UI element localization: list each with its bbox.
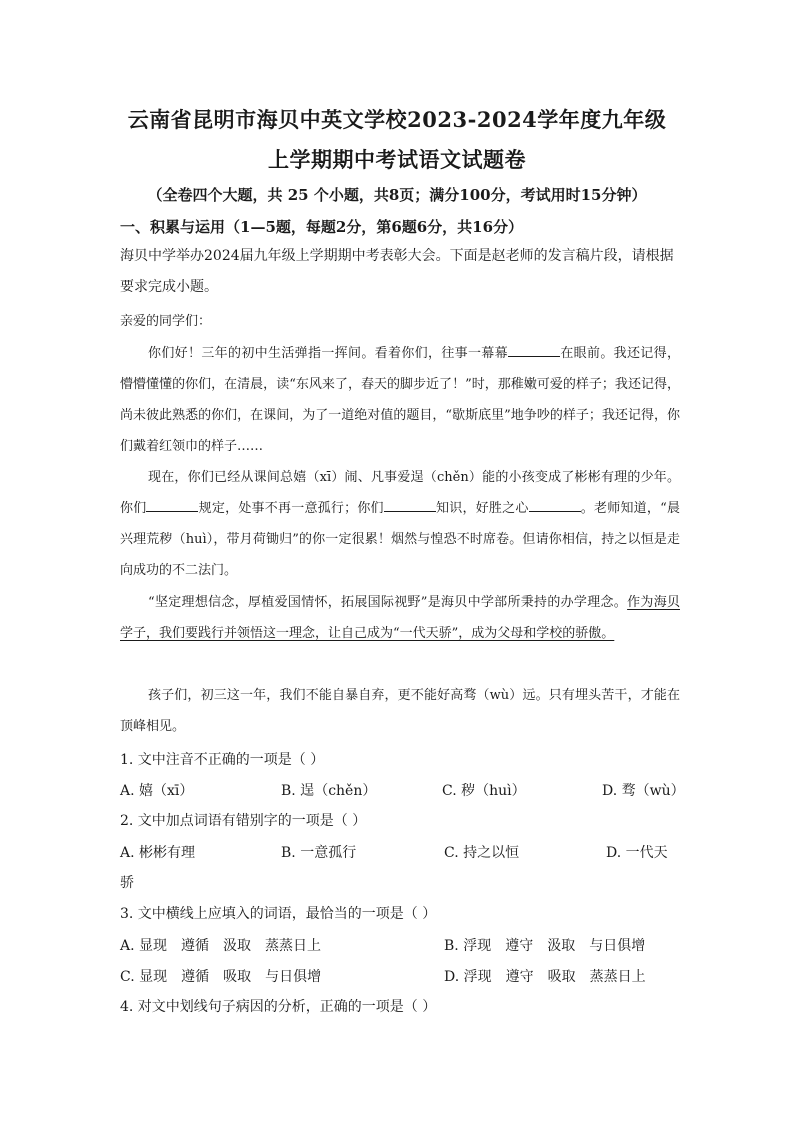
q1-option-b[interactable]: B. 逞（chěn） — [281, 783, 377, 799]
question-1-stem: 1. 文中注音不正确的一项是（ ） — [120, 752, 325, 768]
fill-blank-1 — [508, 343, 560, 357]
p2-text-d: 。老师知道，“晨兴理荒秽（huì），带月荷锄归”的你一定很累！烟然与惶恐不时席卷。但请你相信，持之以恒是走向成功的不二法门。 — [120, 501, 680, 578]
question-2-stem: 2. 文中加点词语有错别字的一项是（ ） — [120, 813, 367, 829]
question-4-stem: 4. 对文中划线句子病因的分析，正确的一项是（ ） — [120, 999, 437, 1015]
section-intro — [120, 241, 680, 303]
q3-option-a[interactable]: A. 显现 遵循 汲取 蒸蒸日上 — [120, 938, 322, 954]
intro-line2: 要求完成小题。 — [120, 279, 218, 295]
q2-option-d[interactable]: D. 一代天 — [606, 845, 668, 861]
fill-blank-2 — [146, 498, 198, 512]
q3-option-d[interactable]: D. 浮现 遵守 吸取 蒸蒸日上 — [444, 969, 646, 985]
underlined-sentence: 作为海贝学子，我们要践行并领悟这一理念，让自己成为“一代天骄”，成为父母和学校的骄傲。 — [120, 595, 680, 641]
exam-note: （全卷四个大题，共 25 个小题，共8页；满分100分，考试用时15分钟） — [147, 186, 647, 204]
fill-blank-4 — [529, 498, 581, 512]
q2-option-a[interactable]: A. 彬彬有理 — [120, 845, 196, 861]
q3-option-c[interactable]: C. 显现 遵循 吸取 与日俱增 — [120, 969, 322, 985]
q3-option-b[interactable]: B. 浮现 遵守 汲取 与日俱增 — [444, 938, 646, 954]
question-3-stem: 3. 文中横线上应填入的词语，最恰当的一项是（ ） — [120, 906, 437, 922]
q2-option-b[interactable]: B. 一意孤行 — [281, 845, 357, 861]
passage-paragraph-3 — [120, 587, 680, 649]
intro-line1: 海贝中学举办2024届九年级上学期期中考表彰大会。下面是赵老师的发言稿片段，请根据 — [120, 248, 674, 264]
p1-text-b: 在眼前。我还记得，懵懵懂懂的你们，在清晨，读“东风来了，春天的脚步近了！”时，那稚嫩可爱的样子；我还记得，尚未彼此熟悉的你们，在课间，为了一道绝对值的题目，“歇斯底里”地争吵的样子；我还记得，你们戴着红领巾的样子…… — [120, 346, 680, 454]
passage-paragraph-1 — [120, 338, 680, 462]
page-title-line1: 云南省昆明市海贝中英文学校2023-2024学年度九年级 — [127, 107, 667, 132]
q2-option-c[interactable]: C. 持之以恒 — [444, 845, 520, 861]
fill-blank-3 — [384, 498, 436, 512]
passage-paragraph-4: 孩子们，初三这一年，我们不能自暴自弃，更不能好高骛（wù）远。只有埋头苦干，才能在顶峰相见。 — [120, 688, 680, 734]
q2-option-d-wrap: 骄 — [120, 875, 134, 891]
q1-option-d[interactable]: D. 骛（wù） — [602, 783, 685, 799]
q1-option-c[interactable]: C. 秽（huì） — [442, 783, 526, 799]
p1-text-a: 你们好！三年的初中生活弹指一挥间。看着你们，往事一幕幕 — [148, 346, 508, 361]
p3-text-a: “坚定理想信念，厚植爱国情怀，拓展国际视野”是海贝中学部所秉持的办学理念。 — [148, 595, 628, 610]
q1-option-a[interactable]: A. 嬉（xī） — [120, 783, 194, 799]
p2-text-a: 现在，你们已经从课间总嬉（xī）闹、凡事爱逞（chěn）能的小孩变成了彬彬有理的少年。你们 — [120, 470, 680, 516]
page-title-line2: 上学期期中考试语文试题卷 — [268, 147, 526, 172]
section-heading: 一、积累与运用（1—5题，每题2分，第6题6分，共16分） — [120, 218, 524, 236]
passage-greeting: 亲爱的同学们： — [120, 314, 212, 329]
passage-paragraph-2 — [120, 462, 680, 586]
p2-text-c: 知识，好胜之心 — [435, 501, 529, 516]
p2-text-b: 规定，处事不再一意孤行；你们 — [198, 501, 384, 516]
